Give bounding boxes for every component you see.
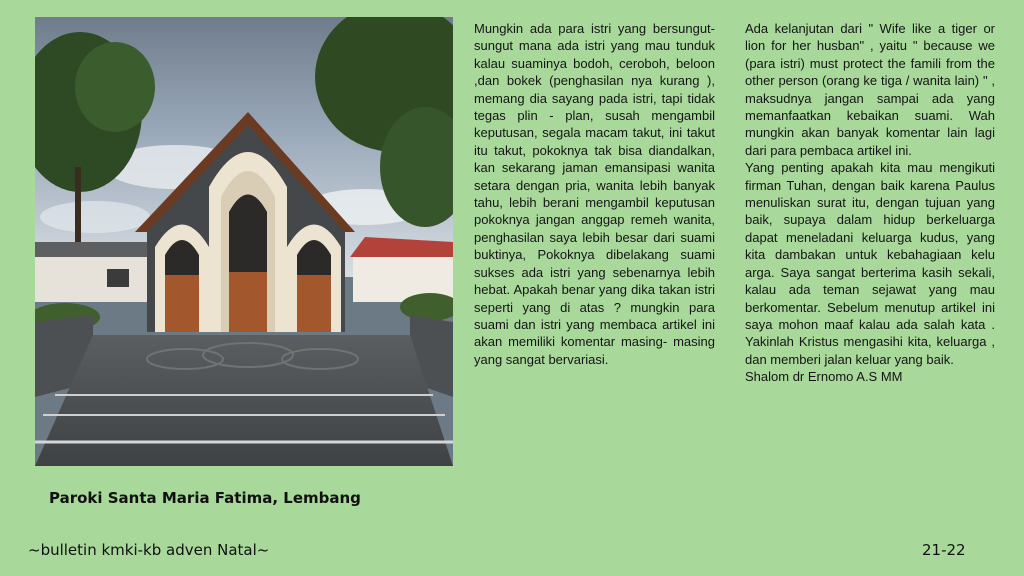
signature: Shalom dr Ernomo A.S MM (745, 369, 903, 385)
article-paragraph: Yang penting apakah kita mau mengikuti firman Tuhan, dengan baik karena Paulus menuliskan surat itu, dengan tujuan yang baik, supaya dalam hidup berkeluarga dapat meneladani keluarga kudus, yang kita dambakan untuk kebahagiaan kelu arga. Saya sangat berterima kasih sekali, kalau ada teman sejawat yang mau berkomentar. Sebelum menutup artikel ini saya mohon maaf kalau ada salah kata . Yakinlah Kristus mengasihi kita, keluarga , dan memberi jalan keluar yang baik. (745, 160, 995, 367)
article-column-2 (745, 20, 995, 386)
church-photo (35, 17, 453, 466)
publication-title: ~bulletin kmki-kb adven Natal~ (28, 541, 270, 559)
article-paragraph: Ada kelanjutan dari " Wife like a tiger or lion for her husban" , yaitu " because we (para istri) must protect the famili from the other person (orang ke tiga / wanita lain) " , maksudnya jangan sampai ada yang memanfaatkan kebaikan suami. Wah mungkin akan banyak komentar lain lagi dari para pembaca artikel ini. (745, 21, 995, 158)
page-number: 21-22 (922, 541, 966, 559)
photo-caption: Paroki Santa Maria Fatima, Lembang (49, 489, 361, 507)
article-paragraph: Mungkin ada para istri yang bersungut-sungut mana ada istri yang mau tunduk kalau suaminya bodoh, ceroboh, beloon ,dan bokek (penghasilan nya kurang ), memang dia sayang pada istri, tapi tidak tegas plin - plan, susah mengambil keputusan, segala macam takut, ini takut itu takut, pokoknya tak bisa diandalkan, kan sekarang jaman emansipasi wanita setara dengan pria, wanita lebih banyak tahu, lebih berani mengambil keputusan pokoknya jangan anggap remeh wanita, penghasilan saya lebih besar dari suami buktinya, Pokoknya dibelakang suami sukses ada istri yang sebenarnya lebih hebat. Apakah benar yang dika takan istri seperti yang di atas ? mungkin para suami dan istri yang membaca artikel ini akan memiliki komentar masing- masing yang sangat bervariasi. (474, 21, 715, 367)
church-photo-illustration (35, 17, 453, 466)
article-column-1 (474, 20, 715, 368)
